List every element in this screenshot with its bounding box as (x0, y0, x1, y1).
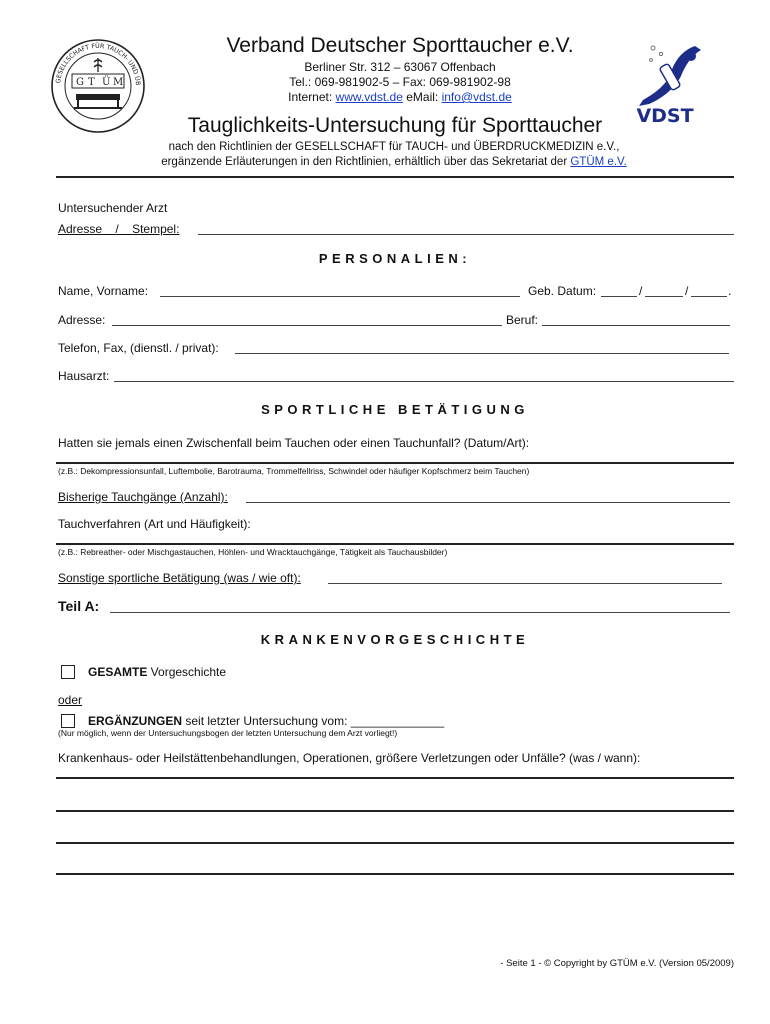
personalien-heading: PERSONALIEN: (318, 251, 472, 266)
sport-heading: SPORTLICHE BETÄTIGUNG (261, 402, 529, 417)
supplement-bold: ERGÄNZUNGEN (88, 714, 183, 728)
phone-field[interactable] (235, 341, 729, 354)
supplement-hint: (Nur möglich, wenn der Untersuchungsbogen der letzten Untersuchung dem Arzt vorliegt!) (58, 728, 398, 738)
family-doctor-label: Hausarzt: (58, 369, 110, 383)
incident-answer-line[interactable] (56, 462, 734, 464)
address-label: Adresse: (58, 313, 106, 327)
job-field[interactable] (542, 313, 730, 326)
website-link[interactable]: www.vdst.de (335, 90, 403, 104)
svg-text:Ü: Ü (102, 77, 111, 88)
dives-field[interactable] (246, 490, 730, 503)
doctor-address-label (58, 222, 179, 236)
org-address: Berliner Str. 312 – 63067 Offenbach (304, 60, 496, 74)
supplement-label (88, 714, 444, 728)
incident-question: Hatten sie jemals einen Zwischenfall beim Tauchen oder einen Tauchunfall? (Datum/Art): (58, 436, 530, 450)
birth-year-field[interactable] (691, 284, 727, 297)
org-name: Verband Deutscher Sporttaucher e.V. (226, 34, 574, 57)
treatment-answer-line-3[interactable] (56, 842, 734, 844)
birthdate-label: Geb. Datum: (528, 284, 597, 298)
doctor-stamp-field[interactable] (198, 222, 734, 235)
phone-label: Telefon, Fax, (dienstl. / privat): (58, 341, 219, 355)
gtuem-link[interactable]: GTÜM e.V. (570, 156, 627, 168)
treatment-answer-line-4[interactable] (56, 873, 734, 875)
internet-label: Internet: (288, 90, 336, 104)
teil-a-field[interactable] (110, 600, 730, 613)
treatment-answer-line-2[interactable] (56, 810, 734, 812)
method-label: Tauchverfahren (Art und Häufigkeit): (58, 517, 251, 531)
treatment-question: Krankenhaus- oder Heilstättenbehandlungen, Operationen, größere Verletzungen oder Unfälle? (was / wann): (58, 751, 641, 765)
address-field[interactable] (112, 313, 502, 326)
email-label: eMail: (402, 90, 442, 104)
name-label: Name, Vorname: (58, 284, 149, 298)
guideline-line-1: nach den Richtlinien der GESELLSCHAFT für TAUCH- und ÜBERDRUCKMEDIZIN e.V., (168, 141, 620, 153)
birth-sep-2: / (685, 284, 689, 298)
vdst-logo-text: VDST (636, 105, 694, 127)
history-heading: KRANKENVORGESCHICHTE (260, 632, 530, 647)
birth-month-field[interactable] (645, 284, 683, 297)
form-title: Tauglichkeits-Untersuchung für Sporttaucher (187, 114, 603, 137)
svg-text:M: M (113, 77, 124, 88)
supplement-date-field[interactable]: ______________ (350, 714, 445, 728)
method-answer-line[interactable] (56, 543, 734, 545)
doctor-heading: Untersuchender Arzt (58, 201, 168, 215)
org-internet-line (170, 90, 630, 104)
birth-end: . (728, 284, 732, 298)
supplement-checkbox[interactable] (61, 714, 75, 728)
guideline-line-2-text: ergänzende Erläuterungen in den Richtlinien, erhältlich über das Sekretariat der (161, 156, 571, 168)
org-tel-fax: Tel.: 069-981902-5 – Fax: 069-981902-98 (289, 75, 511, 89)
treatment-answer-line-1[interactable] (56, 777, 734, 779)
job-label: Beruf: (506, 313, 539, 327)
slash: / (115, 222, 119, 236)
birth-day-field[interactable] (601, 284, 637, 297)
stamp-word: Stempel: (132, 222, 180, 236)
name-field[interactable] (160, 284, 520, 297)
complete-history-rest: Vorgeschichte (147, 665, 227, 679)
complete-history-label (88, 665, 226, 679)
svg-text:T: T (88, 77, 95, 88)
complete-history-bold: GESAMTE (88, 665, 148, 679)
birth-sep-1: / (639, 284, 643, 298)
dives-label: Bisherige Tauchgänge (Anzahl): (58, 490, 228, 504)
teil-a-label: Teil A: (58, 598, 100, 614)
other-sport-field[interactable] (328, 571, 722, 584)
family-doctor-field[interactable] (114, 369, 734, 382)
page-footer: - Seite 1 - © Copyright by GTÜM e.V. (Version 05/2009) (500, 958, 734, 969)
header-divider (56, 176, 734, 178)
other-sport-label: Sonstige sportliche Betätigung (was / wie oft): (58, 571, 301, 585)
svg-text:GESELLSCHAFT FÜR TAUCH- UND ÜB: GESELLSCHAFT FÜR TAUCH- UND ÜB (55, 42, 142, 86)
supplement-rest: seit letzter Untersuchung vom: (182, 714, 351, 728)
complete-history-checkbox[interactable] (61, 665, 75, 679)
email-link[interactable]: info@vdst.de (441, 90, 512, 104)
or-label: oder (58, 693, 83, 707)
guideline-line-2 (60, 156, 728, 168)
incident-hint: (z.B.: Dekompressionsunfall, Luftembolie, Barotrauma, Trommelfellriss, Schwindel oder häufiger Kopfschmerz beim Tauchen) (58, 466, 530, 476)
method-hint: (z.B.: Rebreather- oder Mischgastauchen, Höhlen- und Wracktauchgänge, Tätigkeit als Tauchausbilder) (58, 547, 448, 557)
svg-text:G: G (76, 77, 84, 88)
address-word: Adresse (58, 222, 103, 236)
